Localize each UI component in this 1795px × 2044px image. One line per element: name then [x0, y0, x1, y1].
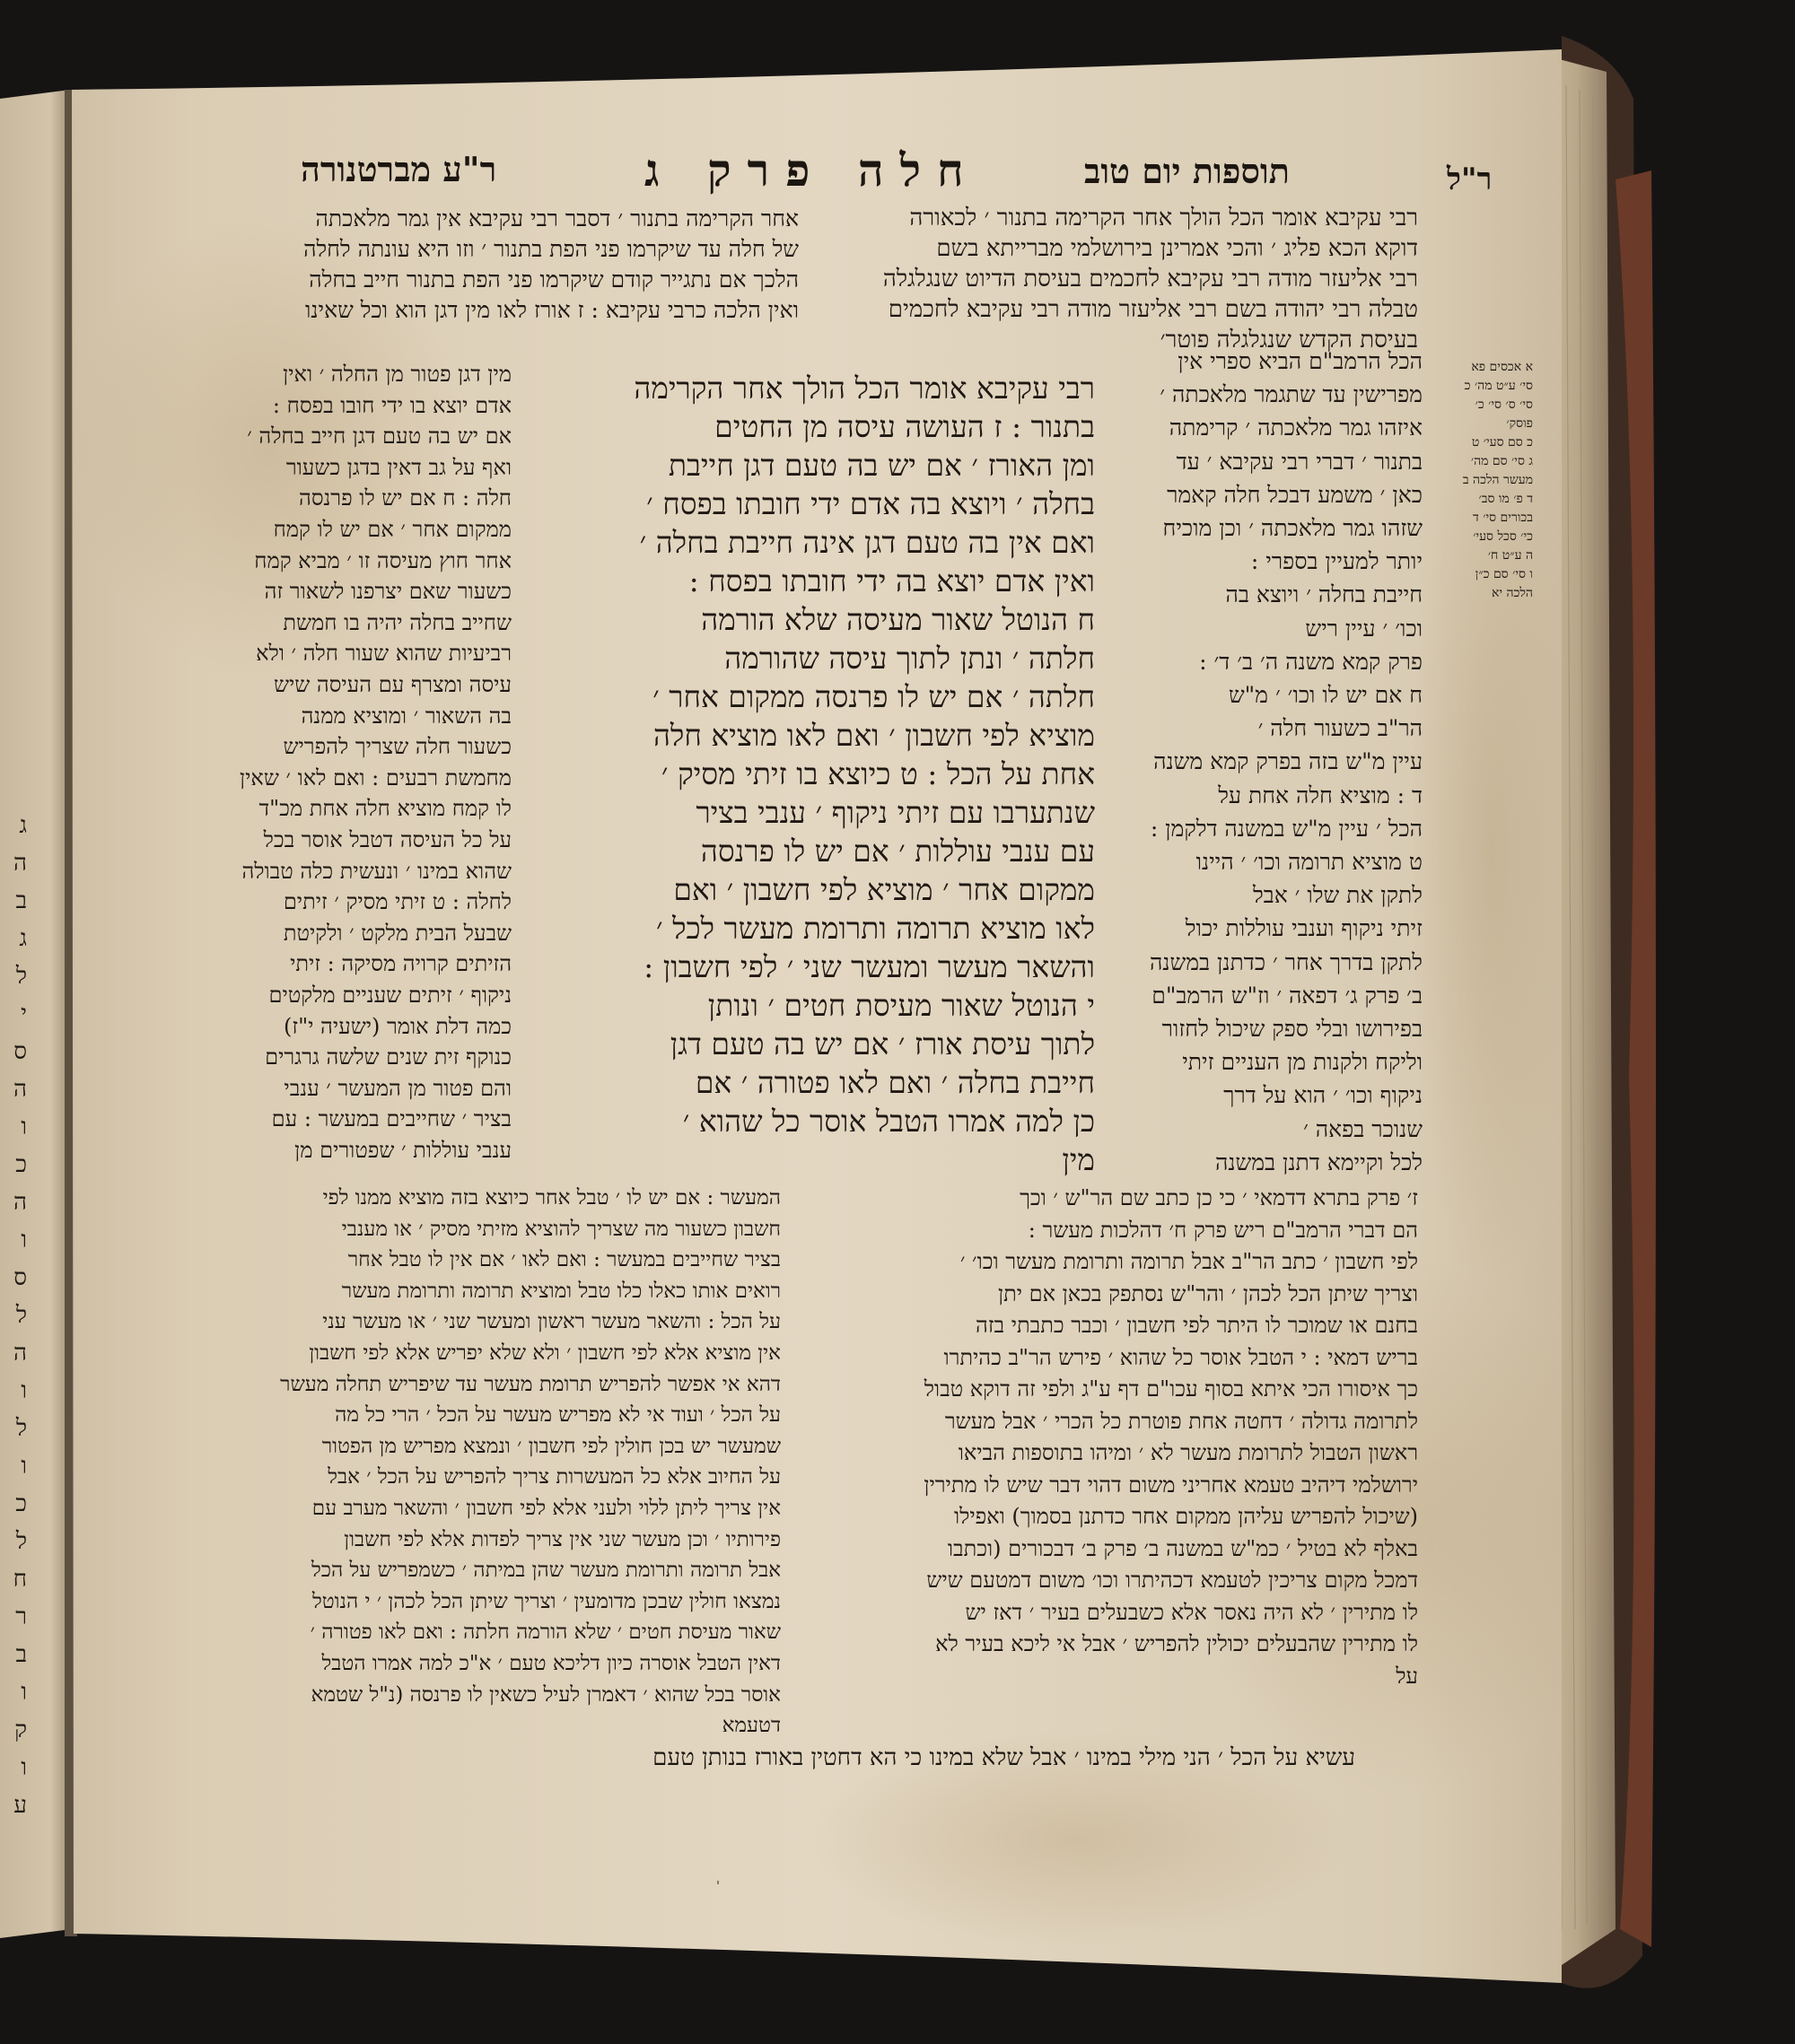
tosafot-right-line: לכל וקיימא דתנן במשנה: [1214, 1149, 1423, 1175]
tosafot-top-line: רבי אליעזר מודה רבי עקיבא לחכמים בעיסת הדיוט שנגלגלה: [882, 266, 1418, 293]
bartenura-left-line: ענבי עוללות ׳ שפטורים מן: [294, 1138, 512, 1163]
left-page-edge-letter: כ: [15, 1151, 27, 1178]
tosafot-bottom-line: דמכל מקום צריכין לטעמא דכהיתרו וכו׳ משום דמטעם שיש: [926, 1568, 1418, 1593]
left-page-edge-letter: ח: [13, 1566, 27, 1593]
left-page-edge-letter: ו: [21, 1754, 27, 1781]
tosafot-bottom-line: לו מתירין ׳ לא היה נאסר אלא כשבעלים בעיר ׳ דאז יש: [965, 1599, 1418, 1625]
tosafot-right-line: פרק קמא משנה ה׳ ב׳ ד׳ :: [1199, 648, 1423, 675]
bartenura-bottom-line: בציר שחייבים במעשר : ואם לאו ׳ אם אין לו טבל אחר: [347, 1248, 781, 1272]
bartenura-bottom-line: המעשר : אם יש לו ׳ טבל אחר כיוצא בזה מוציא ממנו לפי: [322, 1186, 781, 1210]
tosafot-bottom-line: לתרומה גדולה ׳ דחטה אחת פוטרת כל הכרי ׳ אבל מעשר: [944, 1408, 1418, 1434]
left-page-edge-letter: ה: [13, 1189, 27, 1216]
tosafot-right-line: בפירושו ובלי ספק שיכול לחזור: [1161, 1016, 1423, 1042]
left-page-edge-letter: ל: [15, 963, 27, 990]
tosafot-right-line: שנוכר בפאה ׳: [1303, 1115, 1423, 1142]
mishnah-line: בחלה ׳ ויוצא בה אדם ידי חובתו בפסח ׳: [646, 486, 1095, 521]
bartenura-bottom-line: על הכל : והשאר מעשר ראשון ומעשר שני ׳ או מעשר עני: [322, 1310, 781, 1334]
tosafot-right-line: הר"ב כשעור חלה ׳: [1257, 715, 1423, 742]
mishnah-line: כן למה אמרו הטבל אוסר כל שהוא ׳: [682, 1104, 1095, 1139]
bartenura-left-line: שבעל הבית מלקט ׳ ולקיטת: [283, 920, 512, 946]
gloss-note: מעשר הלכה ב: [1462, 473, 1533, 487]
bartenura-left-line: מחמשת רבעים : ואם לאו ׳ שאין: [240, 764, 512, 791]
bartenura-bottom-line: על הכל ׳ ועוד אי לא מפריש מעשר על הכל ׳ הרי כל מה: [335, 1403, 781, 1428]
bartenura-left-line: בציר ׳ שחייבים במעשר : עם: [271, 1106, 512, 1132]
left-page-edge-letter: ה: [13, 1340, 27, 1367]
left-page-edge-letter: ל: [15, 1302, 27, 1329]
mishnah-line: מין: [1062, 1142, 1095, 1177]
footer-line: עשיא על הכל ׳ הני מילי במינו ׳ אבל שלא במינו כי הא דחטין באורז בנותן טעם: [652, 1744, 1355, 1771]
running-head-folio: ר"ל: [1447, 162, 1493, 197]
bartenura-left-line: אדם יוצא בו ידי חובו בפסח :: [272, 392, 512, 418]
left-page-edge-block: [0, 808, 27, 1884]
tosafot-top-line: דוקא הכא פליג ׳ והכי אמרינן בירושלמי מברייתא בשם: [936, 235, 1418, 262]
bartenura-top-block: [153, 203, 799, 337]
tosafot-right-line: ד : מוציא חלה אחת על: [1218, 782, 1423, 808]
mishnah-line: ואם אין בה טעם דגן אינה חייבת בחלה ׳: [639, 525, 1095, 560]
bartenura-bottom-line: שאור מעיסת חטים ׳ שלא הורמה חלתה : ואם לאו פטורה ׳: [310, 1620, 781, 1645]
tosafot-right-line: איזהו גמר מלאכתה ׳ קרימתה: [1169, 415, 1423, 441]
bartenura-bottom-line: אוסר בכל שהוא ׳ דאמרן לעיל כשאין לו פרנסה (נ"ל שטמא: [311, 1682, 781, 1707]
left-page-edge-letter: ג: [19, 812, 27, 839]
left-page-edge-letter: ק: [14, 1716, 27, 1743]
tosafot-top-line: בעיסת הקדש שנגלגלה פוטר׳: [1160, 327, 1418, 354]
bartenura-left-line: והם פטור מן המעשר ׳ ענבי: [284, 1075, 512, 1101]
tosafot-right-line: הכל הרמב"ם הביא ספרי אין: [1178, 348, 1423, 374]
left-page-edge-letter: ג: [19, 925, 27, 952]
mishnah-line: רבי עקיבא אומר הכל הולך אחר הקרימה: [634, 371, 1095, 406]
bartenura-bottom-line: נמצאו חולין שבכן מדומעין ׳ וצריך שיתן הכל לכהן ׳ י הנוטל: [311, 1589, 781, 1613]
bartenura-left-line: רביעיות שהוא שעור חלה ׳ ולא: [256, 641, 512, 667]
left-page-edge-letter: ס: [13, 1038, 27, 1065]
gloss-note: ה ע״ט ח׳: [1487, 548, 1533, 563]
tosafot-right-line: כאן ׳ משמע דבכל חלה קאמר: [1167, 481, 1423, 508]
bartenura-left-line: אחר חוץ מעיסה זו ׳ מביא קמח: [254, 547, 512, 573]
mishnah-line: י הנוטל שאור מעיסת חטים ׳ ונותן: [707, 988, 1095, 1023]
bartenura-left-line: לחלה : ט זיתי מסיק ׳ זיתים: [283, 889, 512, 915]
bartenura-bottom-line: פירותיו ׳ וכן מעשר שני אין צריך לפדות אלא לפי חשבון: [344, 1527, 781, 1551]
tosafot-bottom-line: לפי חשבון ׳ כתב הר"ב אבל תרומה ותרומת מעשר וכו׳ ׳: [959, 1249, 1418, 1274]
tosafot-right-line: ניקוף וכו׳ ׳ הוא על דרך: [1223, 1082, 1423, 1109]
bartenura-top-line: של חלה עד שיקרמו פני הפת בתנור ׳ וזו היא עונתה לחלה: [303, 236, 799, 262]
bartenura-bottom-line: דהא אי אפשר להפריש תרומת מעשר עד שיפריש תחלה מעשר: [280, 1372, 781, 1396]
left-page-edge-letter: ל: [15, 1528, 27, 1555]
gloss-note: ד פ׳ מו סב׳: [1478, 492, 1533, 506]
mishnah-line: מוציא לפי חשבון ׳ ואם לאו מוציא חלה: [652, 718, 1095, 753]
tosafot-right-line: לתקן בדרך אחר ׳ כדתנן במשנה: [1150, 948, 1423, 975]
mishnah-block: [521, 368, 1095, 1175]
bartenura-bottom-block: [153, 1183, 781, 1748]
tosafot-bottom-line: ז׳ פרק בתרא דדמאי ׳ כי כן כתב שם הר"ש ׳ וכך: [1020, 1185, 1418, 1210]
left-page-edge-letter: ה: [13, 850, 27, 877]
tosafot-right-line: שזהו גמר מלאכתה ׳ וכן מוכיח: [1162, 515, 1423, 541]
bartenura-bottom-line: דטעמא: [722, 1714, 781, 1738]
bartenura-bottom-line: אין מוציא אלא לפי חשבון ׳ ולא שלא יפריש אלא לפי חשבון: [309, 1341, 781, 1365]
tosafot-right-line: עיין מ"ש בזה בפרק קמא משנה: [1153, 748, 1423, 775]
bartenura-left-line: כמה דלת אומר (ישעיה י"ז): [284, 1013, 512, 1039]
left-page-edge-letter: ע: [13, 1792, 27, 1819]
bartenura-left-block: [153, 359, 512, 1166]
tosafot-right-line: לתקן את שלו ׳ אבל: [1252, 882, 1423, 909]
bartenura-bottom-line: אבל תרומה ותרומת מעשר שהן במיתה ׳ כשמפריש על הכל: [311, 1559, 781, 1583]
tosafot-bottom-line: ירושלמי דיהיב טעמא אחריני משום דהוי דבר שיש לו מתירין: [924, 1472, 1418, 1498]
mishnah-line: חלתה ׳ אם יש לו פרנסה ממקום אחר ׳: [652, 679, 1095, 714]
mishnah-line: ממקום אחר ׳ מוציא לפי חשבון ׳ ואם: [673, 872, 1095, 907]
mishnah-line: לאו מוציא תרומה ותרומת מעשר לכל ׳: [655, 911, 1095, 946]
gloss-note: א אכסים פא: [1471, 360, 1533, 374]
bartenura-left-line: עיסה ומצרף עם העיסה שיש: [274, 672, 512, 697]
mishnah-line: ומן האורז ׳ אם יש בה טעם דגן חייבת: [668, 448, 1095, 483]
bartenura-bottom-line: דאין הטבל אוסרה כיון דליכא טעם ׳ א"כ למה אמרו הטבל: [321, 1652, 781, 1675]
mishnah-line: עם ענבי עוללות ׳ אם יש לו פרנסה: [700, 834, 1095, 869]
tosafot-right-line: ט מוציא תרומה וכו׳ ׳ היינו: [1195, 849, 1423, 875]
tosafot-right-line: וכו׳ ׳ עיין ריש: [1305, 615, 1423, 642]
bartenura-left-line: על כל העיסה דטבל אוסר בכל: [263, 827, 512, 852]
gloss-note: כי׳ סכל סעי׳: [1473, 529, 1533, 544]
bartenura-left-line: שחייב בחלה יהיה בו חמשת: [283, 609, 512, 635]
bartenura-left-line: לו קמח מוציא חלה אחת מכ"ד: [258, 796, 512, 822]
bartenura-bottom-line: שמעשר יש בכן חולין לפי חשבון ׳ ונמצא מפריש מן הפטור: [321, 1434, 781, 1458]
bartenura-left-line: חלה : ח אם יש לו פרנסה: [299, 485, 512, 511]
tosafot-bottom-line: בריש דמאי : י הטבל אוסר כל שהוא ׳ פירש הר"ב כהיתרו: [943, 1344, 1418, 1370]
mishnah-line: והשאר מעשר ומעשר שני ׳ לפי חשבון :: [644, 949, 1095, 984]
bartenura-left-line: ממקום אחר ׳ אם יש לו קמח: [273, 517, 512, 542]
mishnah-line: חייבת בחלה ׳ ואם לאו פטורה ׳ אם: [695, 1065, 1095, 1100]
bartenura-bottom-line: רואים אותו כאלו כלו טבל ומוציא תרומה ותרומת מעשר: [341, 1279, 781, 1303]
mishnah-line: ואין אדם יוצא בה ידי חובתו בפסח :: [688, 563, 1095, 598]
left-page-edge-letter: ל: [15, 1415, 27, 1442]
tosafot-top-line: רבי עקיבא אומר הכל הולך אחר הקרימה בתנור ׳ לכאורה: [909, 205, 1418, 231]
bartenura-left-line: כנוקף זית שנים שלשה גרגרים: [265, 1044, 512, 1070]
bartenura-bottom-line: חשבון כשעור מה שצריך להוציא מזיתי מסיק ׳ או מענבי: [341, 1217, 781, 1241]
mishnah-line: אחת על הכל : ט כיוצא בו זיתי מסיק ׳: [661, 756, 1095, 791]
left-page-edge-letter: ו: [21, 1377, 27, 1404]
tosafot-bottom-line: על: [1396, 1663, 1418, 1689]
tosafot-top-block: [808, 203, 1418, 364]
bartenura-left-line: הזיתים קרויה מסיקה : זיתי: [290, 951, 512, 977]
tosafot-right-line: ח אם יש לו וכו׳ ׳ מ"ש: [1228, 682, 1423, 708]
bartenura-bottom-line: אין צריך ליתן ללוי ולעני אלא לפי חשבון ׳ והשאר מערב עם: [311, 1497, 781, 1520]
tosafot-right-line: חייבת בחלה ׳ ויוצא בה: [1225, 581, 1423, 608]
tosafot-right-line: זיתי ניקוף וענבי עוללות יכול: [1185, 915, 1423, 942]
mishnah-line: ח הנוטל שאור מעיסה שלא הורמה: [701, 602, 1095, 637]
tosafot-bottom-line: הם דברי הרמב"ם ריש פרק ח׳ דהלכות מעשר :: [1028, 1217, 1418, 1243]
tosafot-bottom-line: לו מתירין שהבעלים יכולין להפריש ׳ אבל אי ליכא בעיר לא: [935, 1631, 1418, 1656]
bartenura-bottom-line: על החיוב אלא כל המעשרות צריך להפריש על הכל ׳ אבל: [328, 1465, 781, 1489]
gloss-note: כ סם סעי׳ ט: [1471, 435, 1533, 450]
bartenura-left-line: ניקוף ׳ זיתים שעניים מלקטים: [268, 983, 512, 1008]
tosafot-bottom-line: (שיכול להפריש עליהן ממקום אחר כדתנן בסמוך) ואפילו: [953, 1504, 1418, 1529]
tosafot-bottom-line: כך איסורו הכי איתא בסוף עכו"ם דף ע"ג ולפי זה דוקא טבול: [924, 1376, 1418, 1402]
tosafot-right-line: וליקח ולקנות מן העניים זיתי: [1182, 1049, 1423, 1076]
tosafot-bottom-line: וצריך שיתן הכל לכהן ׳ והר"ש נסתפק בכאן אם יתן: [998, 1280, 1418, 1306]
bartenura-left-line: כשעור חלה שצריך להפריש: [283, 734, 512, 760]
mishnah-line: שנתערבו עם זיתי ניקוף ׳ ענבי בציר: [696, 795, 1095, 830]
left-page-edge-letter: ס: [13, 1264, 27, 1291]
gloss-note: הלכה יא: [1491, 586, 1533, 600]
bartenura-top-line: אחר הקרימה בתנור ׳ דסבר רבי עקיבא אין גמר מלאכתה: [315, 205, 799, 231]
left-page-edge-letter: כ: [15, 1490, 27, 1517]
bartenura-left-line: אם יש בה טעם דגן חייב בחלה ׳: [247, 424, 512, 450]
left-page-edge-letter: ו: [21, 1453, 27, 1480]
left-page-edge-letter: ו: [21, 1227, 27, 1253]
gloss-note: פוסק׳: [1506, 416, 1533, 431]
gloss-note: ג סי׳ סם מה׳: [1470, 454, 1533, 468]
bartenura-left-line: כשעור שאם יצרפנו לשאור זה: [264, 579, 512, 605]
left-page-edge-letter: ו: [21, 1679, 27, 1706]
tosafot-bottom-line: ראשון הטבול לתרומת מעשר לא ׳ ומיהו בתוספות הביאו: [958, 1440, 1418, 1465]
running-head-tosafot: תוספות יום טוב: [1084, 151, 1290, 191]
mishnah-line: חלתה ׳ ונתן לתוך עיסה שהורמה: [724, 641, 1095, 676]
bartenura-left-line: מין דגן פטור מן החלה ׳ ואין: [283, 362, 512, 387]
mishnah-line: בתנור : ז העושה עיסה מן החטים: [714, 409, 1095, 444]
mishnah-line: לתוך עיסת אורז ׳ אם יש בה טעם דגן: [670, 1026, 1095, 1061]
gloss-note: סי׳ ס׳ סי׳ כ׳: [1475, 397, 1533, 412]
bartenura-top-line: ואין הלכה כרבי עקיבא : ז אורז לאו מין דגן הוא וכל שאינו: [305, 297, 799, 323]
left-page-edge-letter: י: [21, 1000, 27, 1027]
left-page-edge-letter: ב: [15, 1641, 27, 1668]
left-page-edge-letter: ר: [15, 1603, 27, 1630]
tosafot-right-line: מפרישין עד שתגמר מלאכתה ׳: [1160, 381, 1423, 408]
tosafot-right-line: בתנור ׳ דברי רבי עקיבא ׳ עד: [1176, 448, 1423, 475]
tosafot-right-line: יותר למעיין בספרי :: [1250, 548, 1423, 575]
gloss-note: בכורים סי׳ ד: [1473, 511, 1533, 525]
left-page-edge-letter: ה: [13, 1076, 27, 1103]
bartenura-top-line: הלכך אם נתגייר קודם שיקרמו פני הפת בתנור חייב בחלה: [309, 266, 799, 293]
tosafot-right-line: הכל ׳ עיין מ"ש במשנה דלקמן :: [1150, 815, 1423, 842]
tosafot-bottom-block: [808, 1183, 1418, 1694]
running-head-bartenura: ר"ע מברטנורה: [301, 149, 497, 189]
tosafot-bottom-line: באלף לא בטיל ׳ כמ"ש במשנה ב׳ פרק ב׳ דבכורים (וכתבו: [947, 1535, 1418, 1561]
tosafot-bottom-line: בחנם או שמוכר לו היתר לפי חשבון ׳ וכבר כתבתי בזה: [976, 1313, 1418, 1338]
left-page-edge-letter: ב: [15, 887, 27, 914]
tosafot-top-line: טבלה רבי יהודה בשם רבי אליעזר מודה רבי עקיבא לחכמים: [888, 296, 1418, 323]
bartenura-left-line: ואף על גב דאין בדגן כשעור: [285, 454, 512, 480]
gloss-note: סי׳ ע״ט מה׳ כ: [1464, 379, 1533, 393]
gloss-margin-block: [1425, 359, 1533, 646]
running-head-tractate-chapter: חלה פרק ג: [644, 144, 980, 197]
left-page-edge-letter: ו: [21, 1114, 27, 1140]
tosafot-right-block: [1073, 345, 1423, 1189]
bartenura-left-line: שהוא במינו ׳ ונעשית כלה טבולה: [241, 858, 512, 884]
gloss-note: ו סי׳ סם כ״ן: [1475, 567, 1533, 581]
bartenura-left-line: בה השאור ׳ ומוציא ממנה: [301, 703, 512, 729]
tosafot-right-line: ב׳ פרק ג׳ דפאה ׳ וז"ש הרמב"ם: [1151, 982, 1423, 1009]
